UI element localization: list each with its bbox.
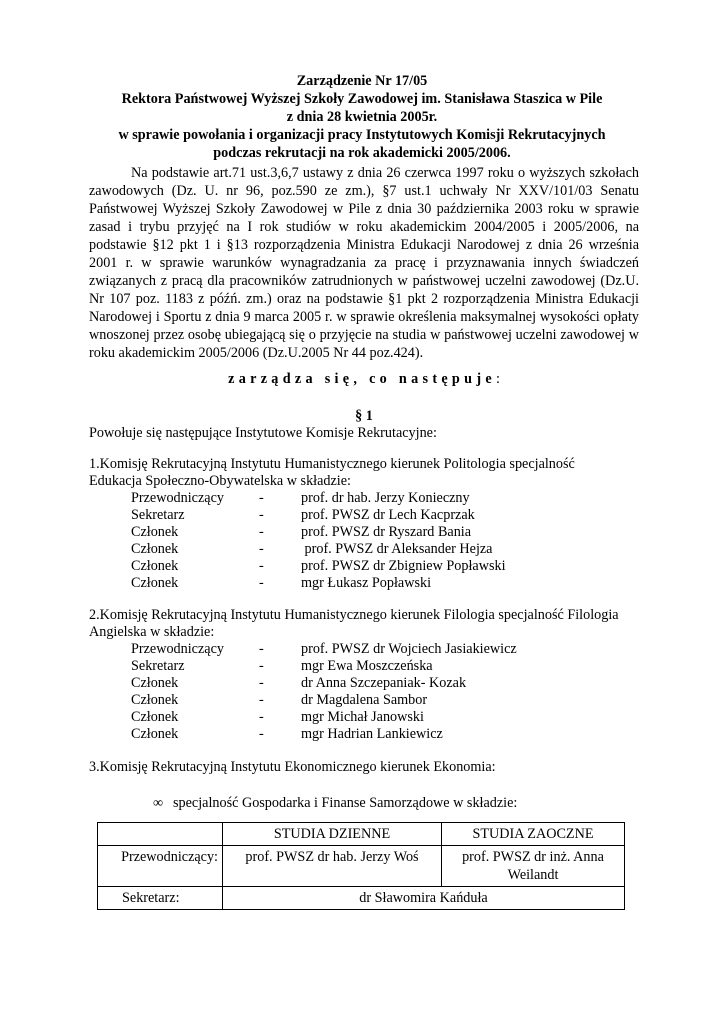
- member-row: [0, 557, 724, 575]
- member-dash: -: [259, 541, 264, 557]
- commission-1-heading-line1: 1.Komisję Rekrutacyjną Instytutu Humanistycznego kierunek Politologia specjalność: [89, 456, 575, 472]
- member-name: dr Magdalena Sambor: [301, 692, 428, 708]
- section-lead: Powołuje się następujące Instytutowe Komisje Rekrutacyjne:: [89, 425, 437, 441]
- member-dash: -: [259, 658, 264, 674]
- decree-colon: :: [495, 371, 500, 387]
- member-name: mgr Michał Janowski: [301, 709, 424, 725]
- member-name: mgr Ewa Moszczeńska: [301, 658, 433, 674]
- member-row: [0, 574, 724, 592]
- order-number-title: Zarządzenie Nr 17/05: [296, 73, 428, 89]
- member-role: Członek: [131, 675, 179, 691]
- member-name: prof. dr hab. Jerzy Konieczny: [301, 490, 470, 506]
- table-row: [98, 846, 625, 887]
- member-row: [0, 708, 724, 726]
- member-name: prof. PWSZ dr Wojciech Jasiakiewicz: [301, 641, 517, 657]
- table-cell-extramural-chair: prof. PWSZ dr inż. Anna Weilandt: [442, 846, 625, 887]
- member-dash: -: [259, 675, 264, 691]
- commission-3-heading: 3.Komisję Rekrutacyjną Instytutu Ekonomicznego kierunek Ekonomia:: [89, 759, 496, 775]
- member-role: Członek: [131, 558, 179, 574]
- section-sign: § 1: [355, 408, 373, 424]
- member-dash: -: [259, 490, 264, 506]
- commission-1-heading-line2: Edukacja Społeczno-Obywatelska w składzie:: [89, 473, 351, 489]
- commission-2-heading-line2: Angielska w składzie:: [89, 624, 215, 640]
- member-row: [0, 674, 724, 692]
- table-header-row: [98, 823, 625, 846]
- table-header-extramural-studies: STUDIA ZAOCZNE: [442, 823, 625, 846]
- member-role: Członek: [131, 575, 179, 591]
- member-row: [0, 523, 724, 541]
- member-row: [0, 489, 724, 507]
- commission-3-table: [97, 822, 625, 910]
- member-role: Członek: [131, 541, 179, 557]
- member-dash: -: [259, 709, 264, 725]
- member-row: [0, 506, 724, 524]
- member-dash: -: [259, 692, 264, 708]
- member-dash: -: [259, 524, 264, 540]
- member-row: [0, 540, 724, 558]
- member-name: prof. PWSZ dr Aleksander Hejza: [301, 541, 493, 557]
- member-row: [0, 725, 724, 743]
- order-subject-line2: podczas rekrutacji na rok akademicki 2005/2006.: [213, 145, 511, 161]
- member-role: Przewodniczący: [131, 641, 224, 657]
- member-name: prof. PWSZ dr Lech Kacprzak: [301, 507, 475, 523]
- order-date: z dnia 28 kwietnia 2005r.: [286, 109, 438, 125]
- member-role: Członek: [131, 726, 179, 742]
- member-name: dr Anna Szczepaniak- Kozak: [301, 675, 467, 691]
- table-cell-day-chair: prof. PWSZ dr hab. Jerzy Woś: [223, 846, 442, 887]
- decree-text: zarządza się, co następuje: [228, 371, 496, 387]
- member-role: Przewodniczący: [131, 490, 224, 506]
- member-role: Członek: [131, 709, 179, 725]
- member-dash: -: [259, 575, 264, 591]
- member-row: [0, 640, 724, 658]
- member-role: Członek: [131, 524, 179, 540]
- member-name: prof. PWSZ dr Ryszard Bania: [301, 524, 472, 540]
- order-subject-line1: w sprawie powołania i organizacji pracy Instytutowych Komisji Rekrutacyjnych: [118, 127, 606, 143]
- member-dash: -: [259, 726, 264, 742]
- specialization-line: [153, 794, 517, 812]
- member-role: Sekretarz: [131, 658, 185, 674]
- legal-basis-paragraph: [89, 164, 639, 362]
- legal-basis-text: Na podstawie art.71 ust.3,6,7 ustawy z dnia 26 czerwca 1997 roku o wyższych szkołach zawodowych (Dz. U. nr 96, poz.590 ze zm.), §7 ust.1 uchwały Nr XXV/101/03 Senatu Państwowej Wyższej Szkoły Zawodowej w Pile z dnia 30 października 2003 roku w sprawie zasad i trybu przyjęć na I rok studiów w roku akademickim 2004/2005 i 2005/2006, na podstawie §12 pkt 1 i §13 rozporządzenia Ministra Edukacji Narodowej z dnia 26 września 2001 r. w sprawie warunków wynagradzania za pracę i przyznawania innych świadczeń związanych z pracą dla pracowników zatrudnionych w państwowej uczelni zawodowej (Dz.U. Nr 107 poz. 1183 z późń. zm.) oraz na podstawie §1 pkt 2 rozporządzenia Ministra Edukacji Narodowej i Sportu z dnia 9 marca 2005 r. w sprawie określenia maksymalnej wysokości opłaty wnoszonej przez osobę ubiegającą się o przyjęcie na studia w państwowej uczelni zawodowej w roku akademickim 2005/2006 (Dz.U.2005 Nr 44 poz.424).: [89, 165, 639, 361]
- table-header-empty-cell: [98, 823, 223, 846]
- member-dash: -: [259, 507, 264, 523]
- decree-line: [89, 370, 639, 388]
- table-cell-role: Sekretarz:: [98, 887, 223, 910]
- member-role: Członek: [131, 692, 179, 708]
- infinity-bullet-icon: ∞: [153, 795, 164, 811]
- member-dash: -: [259, 641, 264, 657]
- table-row: [98, 887, 625, 910]
- issuer-title: Rektora Państwowej Wyższej Szkoły Zawodowej im. Stanisława Staszica w Pile: [121, 91, 603, 107]
- table-cell-role: Przewodniczący:: [98, 846, 223, 887]
- member-dash: -: [259, 558, 264, 574]
- commission-2-heading-line1: 2.Komisję Rekrutacyjną Instytutu Humanistycznego kierunek Filologia specjalność Filologia: [89, 607, 619, 623]
- table-header-day-studies: STUDIA DZIENNE: [223, 823, 442, 846]
- member-name: prof. PWSZ dr Zbigniew Popławski: [301, 558, 506, 574]
- table-cell-secretary-both: dr Sławomira Kańduła: [223, 887, 625, 910]
- member-name: mgr Łukasz Popławski: [301, 575, 432, 591]
- member-name: mgr Hadrian Lankiewicz: [301, 726, 443, 742]
- member-row: [0, 691, 724, 709]
- member-role: Sekretarz: [131, 507, 185, 523]
- member-row: [0, 657, 724, 675]
- specialization-text: specjalność Gospodarka i Finanse Samorządowe w składzie:: [173, 795, 518, 811]
